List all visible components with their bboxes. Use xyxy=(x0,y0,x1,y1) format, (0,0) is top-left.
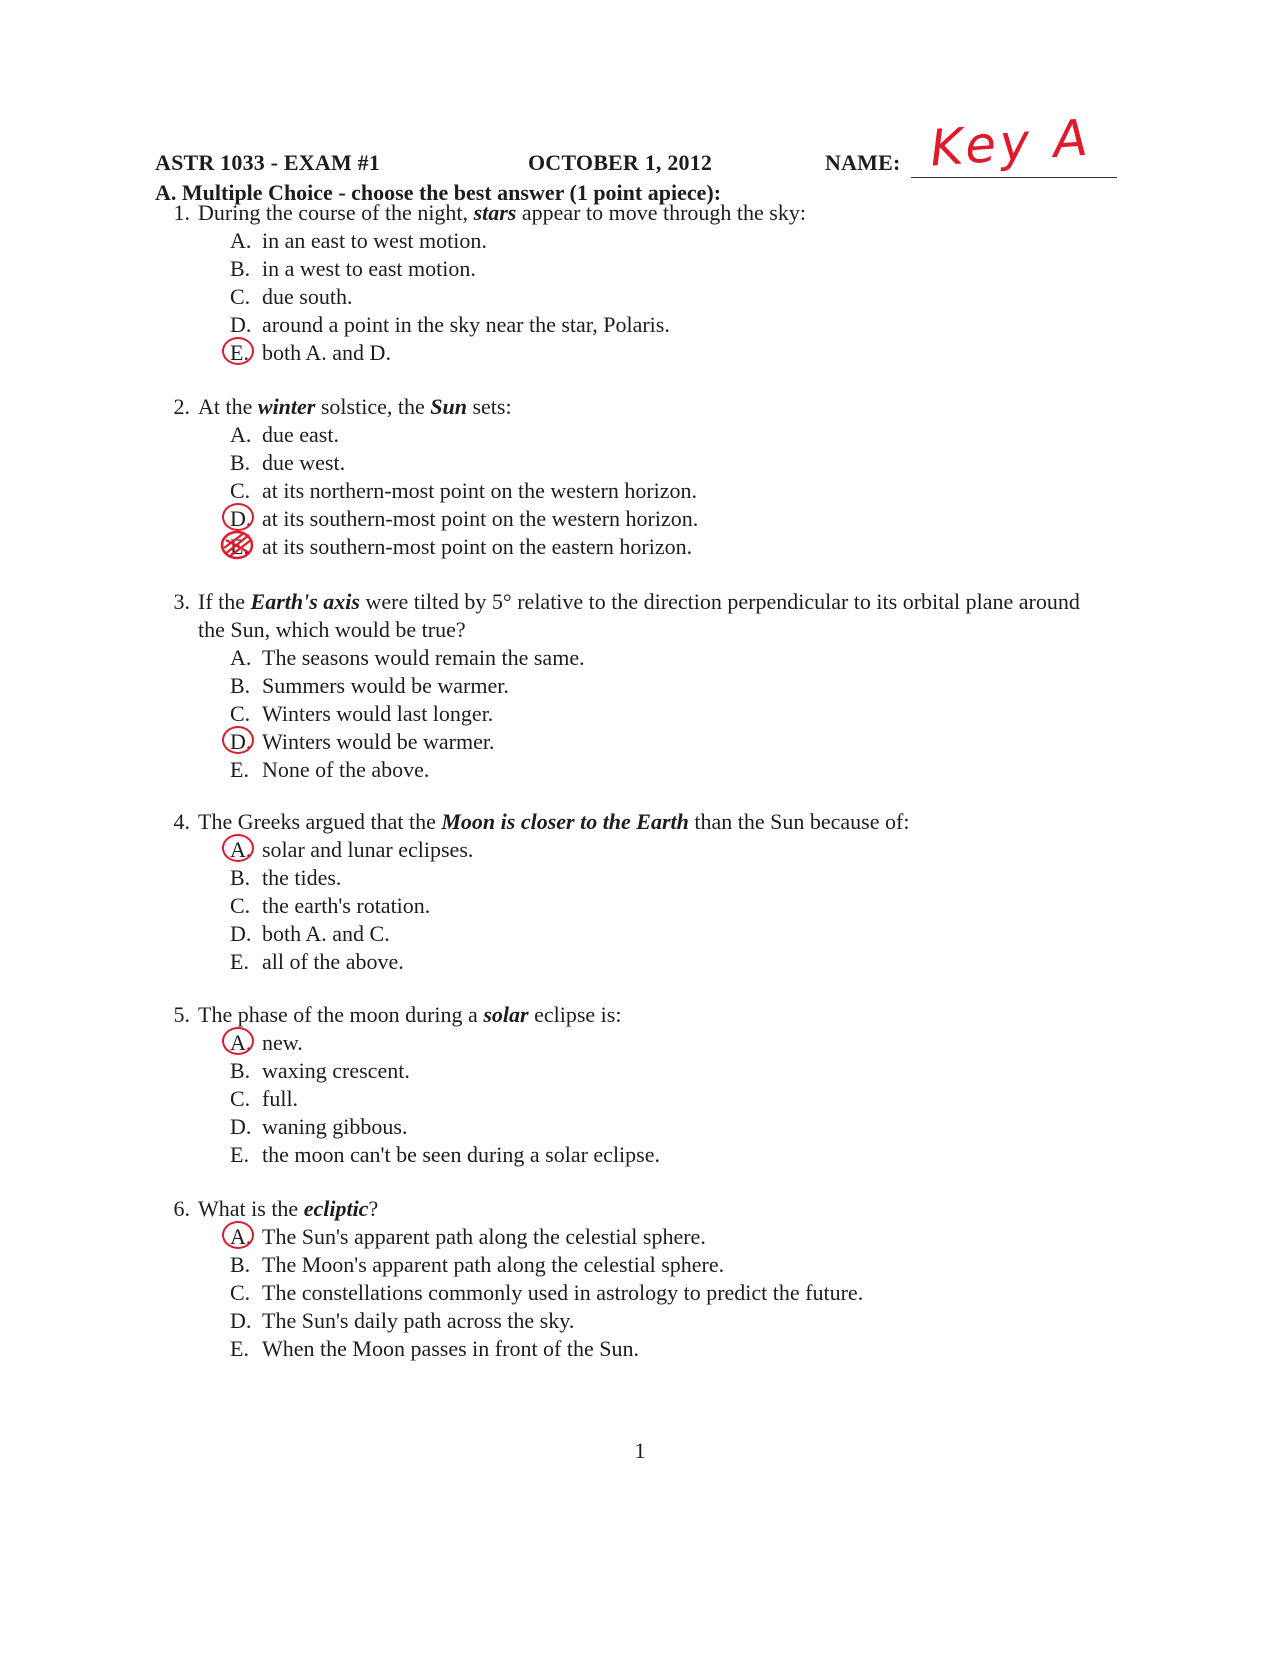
choice-e: E. None of the above. xyxy=(230,757,430,782)
choice-list xyxy=(230,227,1098,367)
answer-circle-icon xyxy=(222,337,254,365)
answer-circle-icon xyxy=(222,834,254,862)
choice-c: C. at its northern-most point on the western horizon. xyxy=(230,478,698,503)
question-stem xyxy=(160,393,1098,421)
question-text: What is the ecliptic? xyxy=(198,1196,379,1221)
choice-a: A. The Sun's apparent path along the celestial sphere. xyxy=(230,1223,1098,1251)
question-stem xyxy=(160,1001,1098,1029)
choice-a: A. due east. xyxy=(230,422,339,447)
question-text: During the course of the night, stars appear to move through the sky: xyxy=(198,200,806,225)
choice-a: A. solar and lunar eclipses. xyxy=(230,836,1098,864)
question-stem xyxy=(160,199,1098,227)
name-label: NAME: xyxy=(825,150,901,175)
question-3 xyxy=(160,588,1098,784)
question-number: 2. xyxy=(173,394,190,419)
choice-list xyxy=(230,644,1098,784)
exam-date: OCTOBER 1, 2012 xyxy=(528,150,713,175)
question-2 xyxy=(160,393,1098,561)
choice-c: C. Winters would last longer. xyxy=(230,701,494,726)
choice-d: D. around a point in the sky near the star, Polaris. xyxy=(230,312,670,337)
choice-e: E. When the Moon passes in front of the Sun. xyxy=(230,1336,639,1361)
choice-b: B. the tides. xyxy=(230,865,342,890)
choice-a: A. The seasons would remain the same. xyxy=(230,645,585,670)
answer-circle-icon xyxy=(222,1221,254,1249)
choice-e: E. all of the above. xyxy=(230,949,404,974)
choice-c: C. The constellations commonly used in astrology to predict the future. xyxy=(230,1280,864,1305)
choice-b: B. in a west to east motion. xyxy=(230,256,476,281)
choice-a: A. new. xyxy=(230,1029,1098,1057)
handwritten-key-label: Key A xyxy=(928,108,1094,178)
choice-list xyxy=(230,836,1098,976)
question-number: 5. xyxy=(173,1002,190,1027)
choice-e: E. the moon can't be seen during a solar eclipse. xyxy=(230,1142,660,1167)
answer-circle-icon xyxy=(222,1027,254,1055)
question-stem xyxy=(160,588,1098,644)
choice-e: E. both A. and D. xyxy=(230,339,1098,367)
question-text: If the Earth's axis were tilted by 5° relative to the direction perpendicular to its orbital plane around the Sun, which would be true? xyxy=(198,589,1080,642)
question-4 xyxy=(160,808,1098,976)
choice-a: A. in an east to west motion. xyxy=(230,228,487,253)
choice-b: B. The Moon's apparent path along the celestial sphere. xyxy=(230,1252,725,1277)
question-5 xyxy=(160,1001,1098,1169)
choice-d: D. both A. and C. xyxy=(230,921,390,946)
question-stem xyxy=(160,1195,1098,1223)
choice-c: C. due south. xyxy=(230,284,353,309)
crossed-out-scribble-icon xyxy=(220,530,254,560)
choice-list xyxy=(230,1029,1098,1169)
question-number: 1. xyxy=(173,200,190,225)
question-1 xyxy=(160,199,1098,367)
choice-b: B. Summers would be warmer. xyxy=(230,673,509,698)
choice-d: D. Winters would be warmer. xyxy=(230,728,1098,756)
choice-c: C. full. xyxy=(230,1086,299,1111)
question-6 xyxy=(160,1195,1098,1363)
choice-d: D. at its southern-most point on the western horizon. xyxy=(230,505,1098,533)
question-text: The Greeks argued that the Moon is closer to the Earth than the Sun because of: xyxy=(198,809,910,834)
choice-d: D. waning gibbous. xyxy=(230,1114,408,1139)
answer-circle-icon xyxy=(222,726,254,754)
choice-b: B. waxing crescent. xyxy=(230,1058,410,1083)
page-number: 1 xyxy=(634,1438,646,1463)
choice-d: D. The Sun's daily path across the sky. xyxy=(230,1308,575,1333)
choice-list xyxy=(230,1223,1098,1363)
course-title: ASTR 1033 - EXAM #1 xyxy=(155,150,381,175)
section-title: A. Multiple Choice - choose the best answer (1 point apiece): xyxy=(155,180,722,205)
choice-list xyxy=(230,421,1098,561)
question-number: 3. xyxy=(173,589,190,614)
answer-circle-icon xyxy=(222,503,254,531)
choice-b: B. due west. xyxy=(230,450,346,475)
question-number: 6. xyxy=(173,1196,190,1221)
question-text: The phase of the moon during a solar eclipse is: xyxy=(198,1002,622,1027)
question-stem xyxy=(160,808,1098,836)
choice-e: E. at its southern-most point on the eastern horizon. xyxy=(230,533,1098,561)
choice-c: C. the earth's rotation. xyxy=(230,893,431,918)
question-text: At the winter solstice, the Sun sets: xyxy=(198,394,512,419)
question-number: 4. xyxy=(173,809,190,834)
name-line xyxy=(911,177,1117,178)
